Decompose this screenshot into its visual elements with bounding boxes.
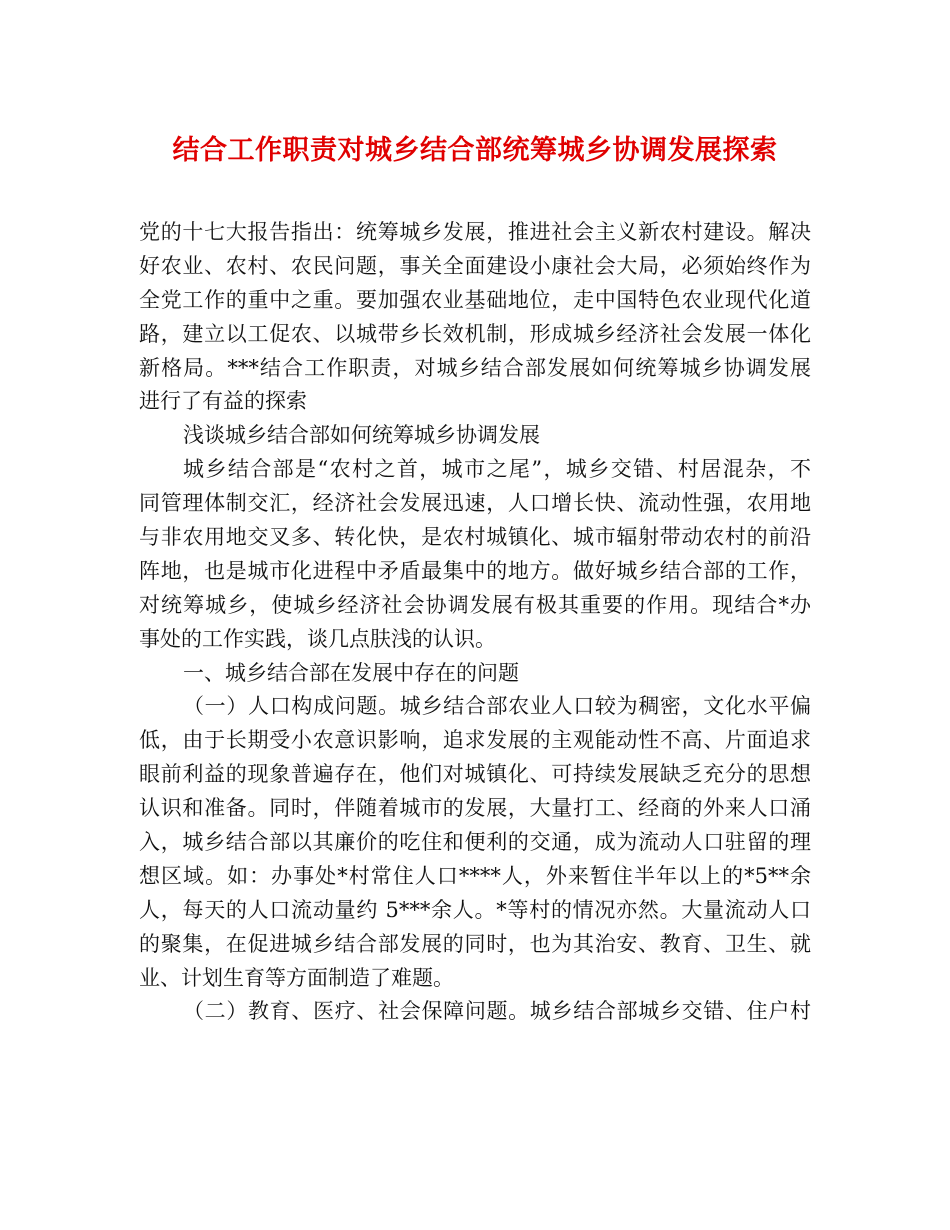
- text-line: 业、计划生育等方面制造了难题。: [139, 965, 454, 990]
- text-line: 浅谈城乡结合部如何统筹城乡协调发展: [183, 423, 540, 448]
- text-line: 一、城乡结合部在发展中存在的问题: [183, 660, 519, 685]
- text-line: 眼前利益的现象普遍存在，他们对城镇化、可持续发展缺乏充分的思想: [139, 762, 811, 787]
- text-line: 对统筹城乡，使城乡经济社会协调发展有极其重要的作用。现结合*办: [139, 592, 811, 617]
- text-line: 好农业、农村、农民问题，事关全面建设小康社会大局，必须始终作为: [139, 253, 811, 278]
- text-line: 新格局。***结合工作职责，对城乡结合部发展如何统筹城乡协调发展: [139, 355, 811, 380]
- text-line: 路，建立以工促农、以城带乡长效机制，形成城乡经济社会发展一体化: [139, 321, 811, 346]
- text-line: 同管理体制交汇，经济社会发展迅速，人口增长快、流动性强，农用地: [139, 491, 811, 516]
- text-line: （一）人口构成问题。城乡结合部农业人口较为稠密，文化水平偏: [183, 694, 811, 719]
- text-line: 低，由于长期受小农意识影响，追求发展的主观能动性不高、片面追求: [139, 728, 811, 753]
- text-line: 阵地，也是城市化进程中矛盾最集中的地方。做好城乡结合部的工作，: [139, 558, 811, 583]
- text-line: 城乡结合部是“农村之首，城市之尾”，城乡交错、村居混杂，不: [183, 457, 811, 482]
- text-line: 党的十七大报告指出：统筹城乡发展，推进社会主义新农村建设。解决: [139, 220, 811, 244]
- text-line: 全党工作的重中之重。要加强农业基础地位，走中国特色农业现代化道: [139, 287, 811, 312]
- text-line: 事处的工作实践，谈几点肤浅的认识。: [139, 626, 496, 651]
- text-line: 的聚集，在促进城乡结合部发展的同时，也为其治安、教育、卫生、就: [139, 931, 811, 956]
- text-line: （二）教育、医疗、社会保障问题。城乡结合部城乡交错、住户村: [183, 999, 811, 1024]
- text-line: 认识和准备。同时，伴随着城市的发展，大量打工、经商的外来人口涌: [139, 796, 811, 821]
- document-title: 结合工作职责对城乡结合部统筹城乡协调发展探索: [172, 135, 778, 166]
- text-line: 入，城乡结合部以其廉价的吃住和便利的交通，成为流动人口驻留的理: [139, 830, 811, 855]
- text-line: 人，每天的人口流动量约 5***余人。*等村的情况亦然。大量流动人口: [139, 897, 811, 922]
- document-body: [139, 216, 811, 1029]
- text-line: 与非农用地交叉多、转化快，是农村城镇化、城市辐射带动农村的前沿: [139, 525, 811, 550]
- text-line: 进行了有益的探索: [139, 389, 307, 414]
- text-line: 想区域。如：办事处*村常住人口****人，外来暂住半年以上的*5**余: [139, 863, 811, 888]
